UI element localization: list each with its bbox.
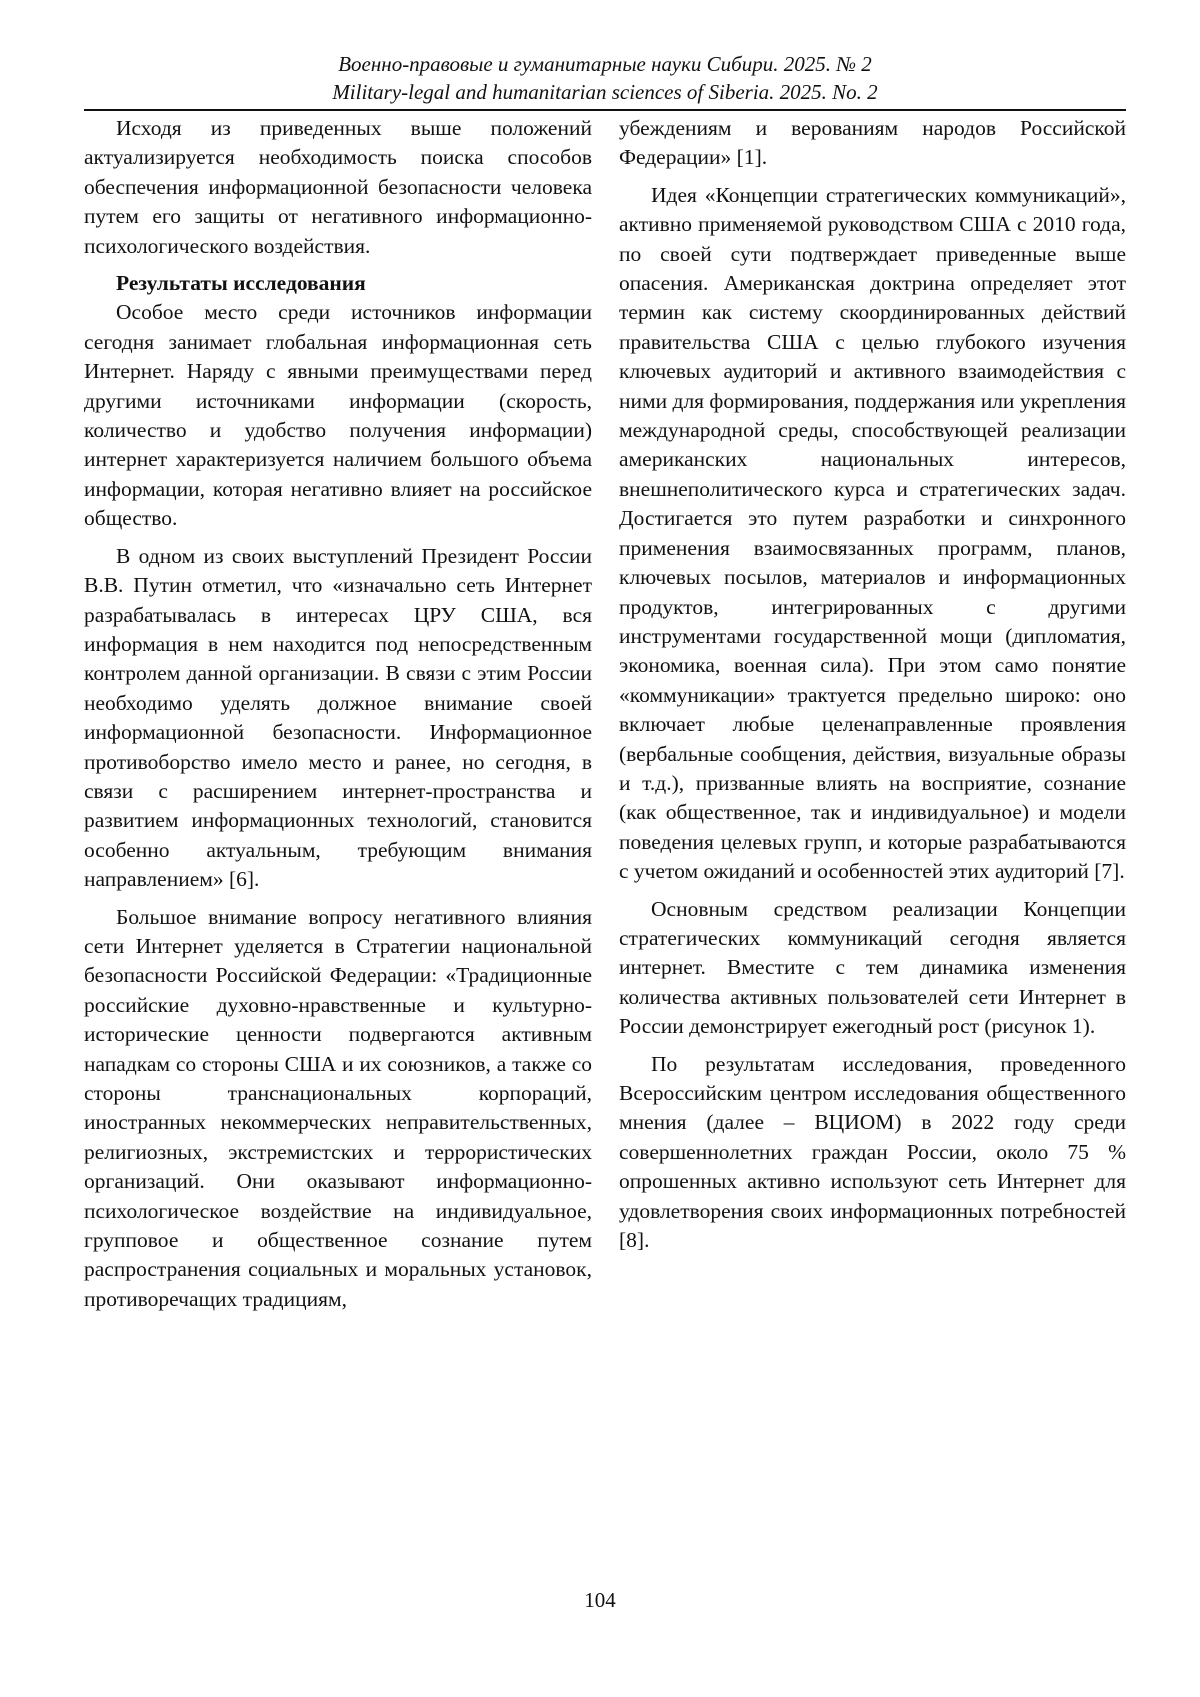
page-number: 104 (584, 1588, 616, 1612)
paragraph-intro: Исходя из приведенных выше положений актуализируется необходимость поиска способов обеспечения информационной безопасности человека путем его защиты от негативного информационно-психологического воздействия. (84, 116, 592, 258)
left-column (84, 114, 592, 1322)
paragraph-internet: Особое место среди источников информации сегодня занимает глобальная информационная сеть Интернет. Наряду с явными преимуществами перед другими источниками информации (скорость, количество и удобство получения информации) интернет характеризуется наличием большого объема информации, которая негативно влияет на российское общество. (84, 300, 592, 531)
running-header (84, 50, 1126, 106)
section-heading-results: Результаты исследования (116, 271, 366, 296)
right-column (619, 114, 1126, 1263)
header-divider (84, 109, 1126, 111)
paragraph-vciom-survey: По результатам исследования, проведенного Всероссийским центром исследования общественного мнения (далее – ВЦИОМ) в 2022 году среди совершеннолетних граждан России, около 75 % опрошенных активно используют сеть Интернет для удовлетворения своих информационных потребностей [8]. (619, 1051, 1126, 1253)
paragraph-internet-growth: Основным средством реализации Концепции стратегических коммуникаций сегодня является интернет. Вместите с тем динамика изменения количества активных пользователей сети Интернет в России демонстрирует ежегодный рост (рисунок 1). (619, 896, 1126, 1039)
journal-title-en: Military-legal and humanitarian sciences of Siberia. 2025. No. 2 (332, 80, 878, 104)
paragraph-strategy-continued: убеждениям и верованиям народов Российской Федерации» [1]. (619, 116, 1126, 170)
paragraph-strategy: Большое внимание вопросу негативного влияния сети Интернет уделяется в Стратегии национальной безопасности Российской Федерации: «Традиционные российские духовно-нравственные и культурно-исторические ценности подвергаются активным нападкам со стороны США и их союзников, а также со стороны транснациональных корпораций, иностранных некоммерческих неправительственных, религиозных, экстремистских и террористических организаций. Они оказывают информационно-психологическое воздействие на индивидуальное, групповое и общественное сознание путем распространения социальных и моральных установок, противоречащих традициям, (84, 904, 592, 1311)
journal-title-ru: Военно-правовые и гуманитарные науки Сибири. 2025. № 2 (338, 52, 872, 76)
paragraph-strategic-communications: Идея «Концепции стратегических коммуникаций», активно применяемой руководством США с 2010 года, по своей сути подтверждает приведенные выше опасения. Американская доктрина определяет этот термин как систему скоординированных действий правительства США с целью глубокого изучения ключевых аудиторий и активного взаимодействия с ними для формирования, поддержания или укрепления международной среды, способствующей реализации американских национальных интересов, внешнеполитического курса и стратегических задач. Достигается это путем разработки и синхронного применения взаимосвязанных программ, планов, ключевых посылов, материалов и информационных продуктов, интегрированных с другими инструментами государственной мощи (дипломатия, экономика, военная сила). При этом само понятие «коммуникации» трактуется предельно широко: оно включает любые целенаправленные проявления (вербальные сообщения, действия, визуальные образы и т.д.), призванные влиять на восприятие, сознание (как общественное, так и индивидуальное) и модели поведения целевых групп, и которые разрабатываются с учетом ожиданий и особенностей этих аудиторий [7]. (619, 182, 1126, 884)
paragraph-putin-quote: В одном из своих выступлений Президент России В.В. Путин отметил, что «изначально сеть Интернет разрабатывалась в интересах ЦРУ США, вся информация в нем находится под непосредственным контролем данной организации. В связи с этим России необходимо уделять должное внимание своей информационной безопасности. Информационное противоборство имело место и ранее, но сегодня, в связи с расширением интернет-пространства и развитием информационных технологий, становится особенно актуальным, требующим внимания направлением» [6]. (84, 543, 592, 892)
